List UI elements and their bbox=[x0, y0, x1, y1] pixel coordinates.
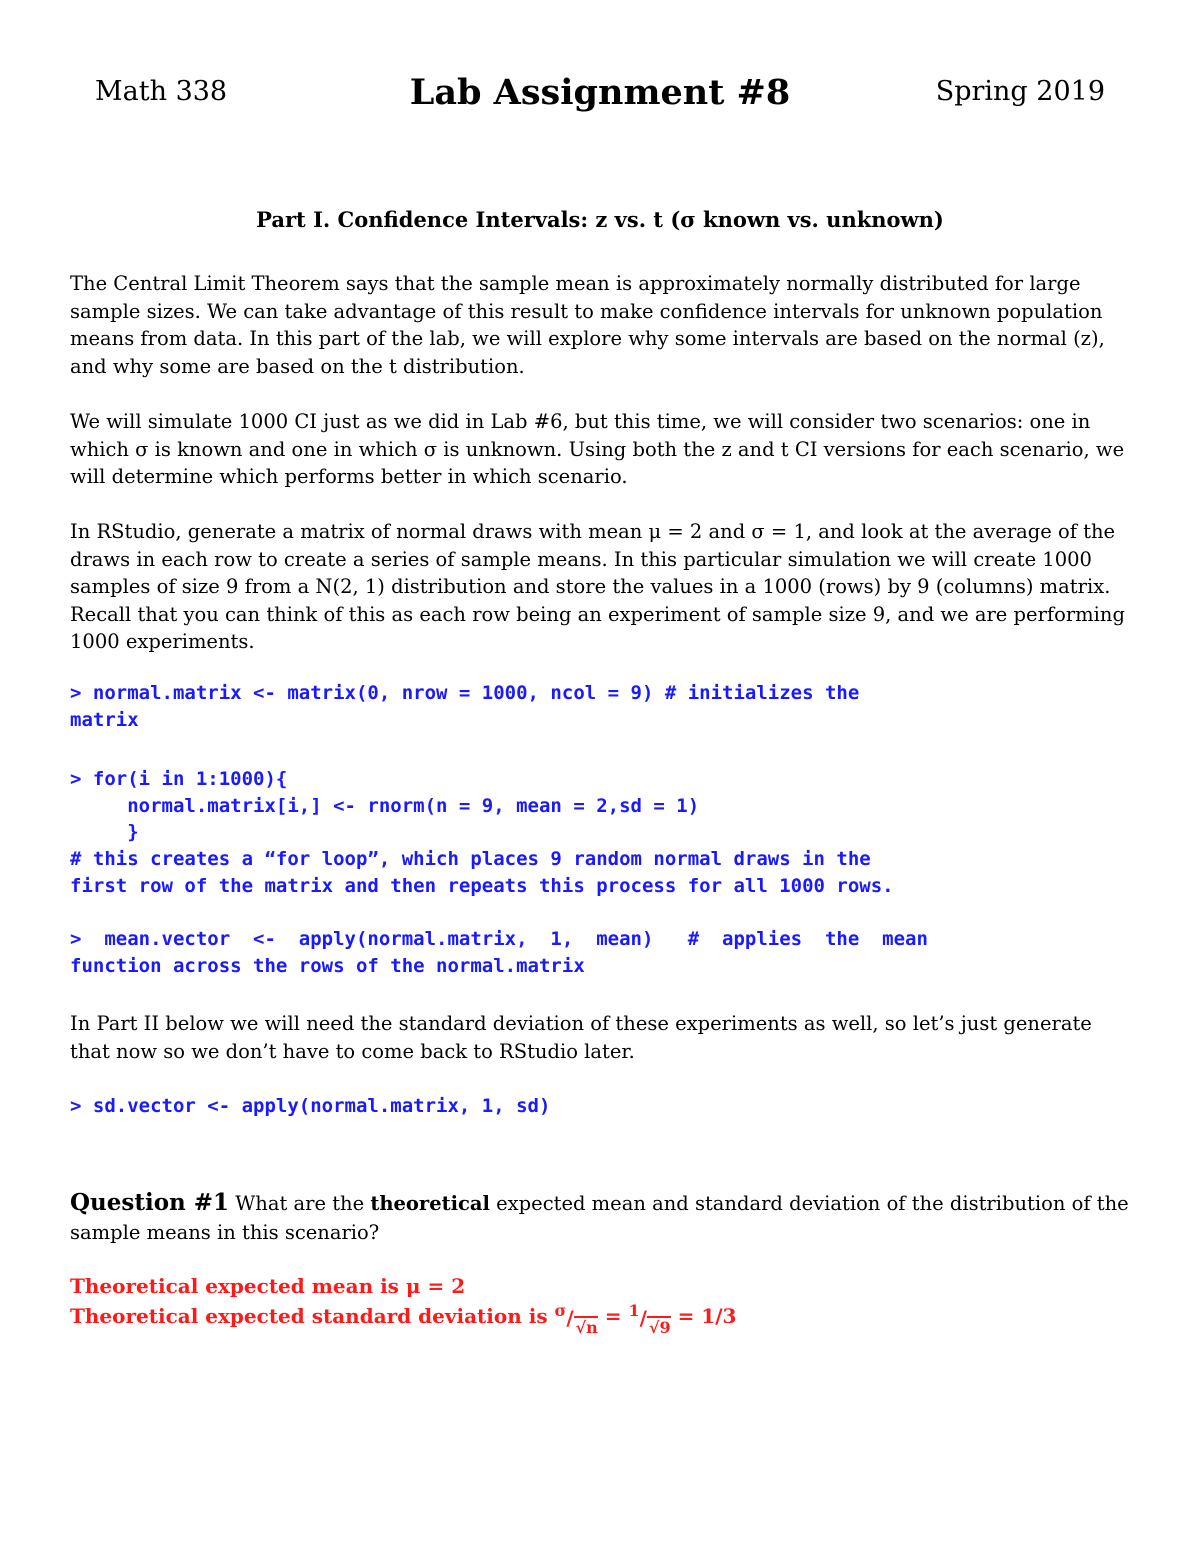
code-comment-loop: # this creates a “for loop”, which places 9 random normal draws in the first row of the matrix and then repeats this process for all 1000 rows. bbox=[70, 848, 894, 897]
code-initialize-matrix: > normal.matrix <- matrix(0, nrow = 1000, ncol = 9) # initializes the matrix bbox=[70, 682, 860, 731]
question-1-text-after: expected mean and standard deviation of the distribution of the sample means in this scenario? bbox=[70, 1192, 1129, 1244]
answer-sd: Theoretical expected standard deviation is $^\sigma$/ $_{√n}$ = $^1$/ $_{√9}$ = 1/3 bbox=[70, 1300, 737, 1337]
paragraph-clt: The Central Limit Theorem says that the sample mean is approximately normally distributed for large sample sizes. We can take advantage of this result to make confidence intervals for unknown population means from data. In this part of the lab, we will explore why some intervals are based on the normal (z), and why some are based on the t distribution. bbox=[70, 272, 1105, 378]
code-mean-vector: > mean.vector <- apply(normal.matrix, 1, mean) # applies the mean function across the rows of the normal.matrix bbox=[70, 928, 928, 977]
paragraph-part2-note: In Part II below we will need the standard deviation of these experiments as well, so let’s just generate that now so we don’t have to come back to RStudio later. bbox=[70, 1012, 1092, 1063]
question-1 bbox=[70, 1188, 1130, 1247]
answer-mean: Theoretical expected mean is μ = 2 bbox=[70, 1274, 466, 1298]
term-label: Spring 2019 bbox=[935, 76, 1105, 107]
course-label: Math 338 bbox=[95, 76, 228, 107]
paragraph-simulation: We will simulate 1000 CI just as we did in Lab #6, but this time, we will consider two scenarios: one in which σ is known and one in which σ is unknown. Using both the z and t CI versions for each scenario, we will determine which performs better in which scenario. bbox=[70, 410, 1125, 488]
part1-title: Part I. Confidence Intervals: z vs. t (σ known vs. unknown) bbox=[256, 207, 944, 232]
document-title: Lab Assignment #8 bbox=[409, 72, 791, 113]
question-1-emphasis: theoretical bbox=[370, 1192, 490, 1215]
one-over-sqrt-9: $^1$/ $_{√9}$ bbox=[628, 1300, 671, 1337]
code-sd-vector: > sd.vector <- apply(normal.matrix, 1, sd) bbox=[70, 1095, 551, 1117]
paragraph-rstudio: In RStudio, generate a matrix of normal draws with mean μ = 2 and σ = 1, and look at the average of the draws in each row to create a series of sample means. In this particular simulation we will create 1000 samples of size 9 from a N(2, 1) distribution and store the values in a 1000 (rows) by 9 (columns) matrix. Recall that you can think of this as each row being an experiment of sample size 9, and we are performing 1000 experiments. bbox=[70, 520, 1125, 653]
question-1-label: Question #1 bbox=[70, 1189, 230, 1216]
code-for-loop: > for(i in 1:1000){ normal.matrix[i,] <- rnorm(n = 9, mean = 2,sd = 1) } bbox=[70, 768, 700, 843]
answer-sd-prefix: Theoretical expected standard deviation is bbox=[70, 1304, 555, 1328]
answer-sd-result: = 1/3 bbox=[670, 1304, 737, 1328]
question-1-text-before: What are the bbox=[229, 1192, 371, 1215]
sigma-over-sqrt-n: $^\sigma$/ $_{√n}$ bbox=[554, 1300, 598, 1337]
